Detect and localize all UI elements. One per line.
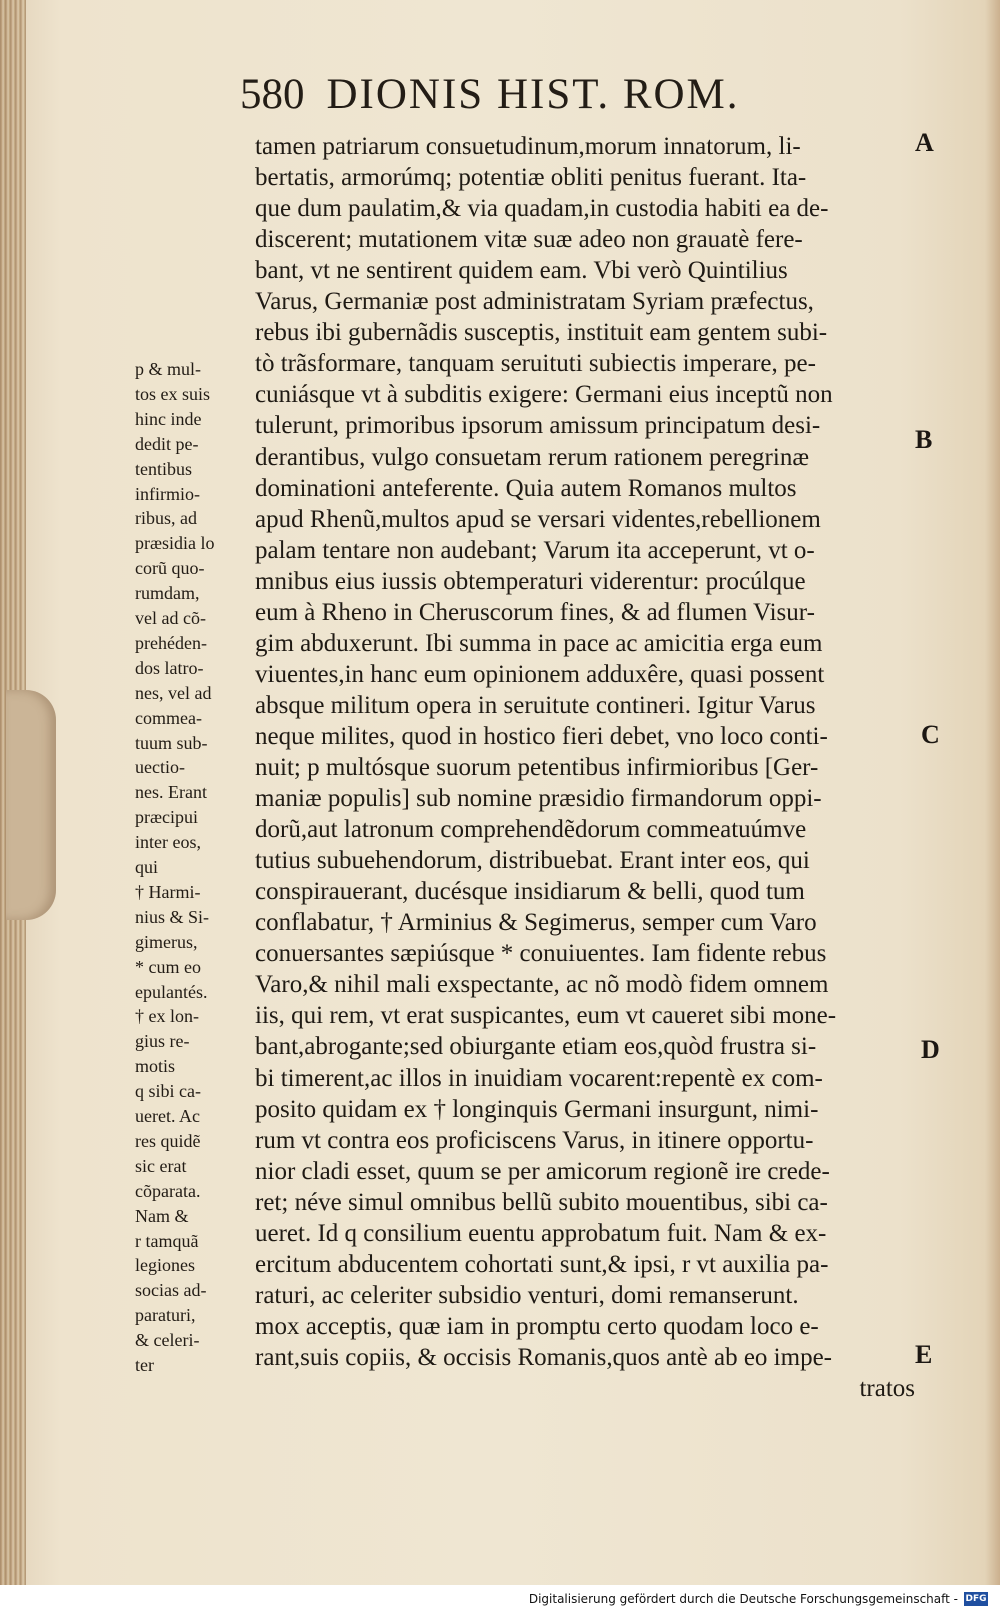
margin-note-line: nes, vel ad xyxy=(135,682,212,703)
margin-note-line: nes. Erant xyxy=(135,782,207,803)
margin-note-line: inter eos, xyxy=(135,832,201,853)
margin-note-line: infirmio- xyxy=(135,483,200,504)
margin-note-line: q sibi ca- xyxy=(135,1081,201,1102)
margin-note-line: tentibus xyxy=(135,458,192,479)
text-line: cuniásque vt à subditis exigere: Germani eius inceptũ non xyxy=(255,381,833,409)
margin-note-line: hinc inde xyxy=(135,408,202,429)
margin-note-line: r tamquã xyxy=(135,1230,199,1251)
margin-note-line: gius re- xyxy=(135,1031,190,1052)
bookmark-ribbon xyxy=(6,690,56,920)
margin-note-line: socias ad- xyxy=(135,1280,207,1301)
text-line: posito quidam ex † longinquis Germani insurgunt, nimi- xyxy=(255,1095,819,1123)
text-line: ercitum abducentem cohortati sunt,& ipsi, r vt auxilia pa- xyxy=(255,1250,829,1278)
margin-note-line: nius & Si- xyxy=(135,906,210,927)
text-line: Varo,& nihil mali exspectante, ac nõ modò fidem omnem xyxy=(255,971,829,999)
margin-note-line: Nam & xyxy=(135,1205,189,1226)
footer-credit: Digitalisierung gefördert durch die Deutsche Forschungsgemeinschaft - xyxy=(528,1591,958,1606)
margin-note-line: sic erat xyxy=(135,1155,187,1176)
main-text-column xyxy=(255,131,915,1441)
margin-note-line: commea- xyxy=(135,707,202,728)
margin-note-line: corũ quo- xyxy=(135,558,205,579)
text-line: iis, qui rem, vt erat suspicantes, eum vt caueret sibi mone- xyxy=(255,1002,837,1030)
text-line: bi timerent,ac illos in inuidiam vocarent:repentè ex com- xyxy=(255,1064,823,1092)
text-line: conspirauerant, ducésque insidiarum & belli, quod tum xyxy=(255,878,805,906)
text-line: derantibus, vulgo consuetam rerum rationem peregrinæ xyxy=(255,443,810,471)
text-line: neque milites, quod in hostico fieri debet, vno loco conti- xyxy=(255,722,828,750)
text-line: dorũ,aut latronum comprehendẽdorum commeatuúmve xyxy=(255,816,807,844)
text-line: conflabatur, † Arminius & Segimerus, semper cum Varo xyxy=(255,909,817,937)
margin-note-line: dedit pe- xyxy=(135,433,199,454)
text-line: viuentes,in hanc eum opinionem adduxêre, quasi possent xyxy=(255,660,825,688)
section-marker-c: C xyxy=(921,720,940,749)
text-line: tratos xyxy=(859,1375,915,1402)
margin-note-line: ter xyxy=(135,1355,154,1375)
margin-note-line: tos ex suis xyxy=(135,383,211,404)
text-line: dominationi anteferente. Quia autem Romanos multos xyxy=(255,474,797,502)
text-line: bant,abrogante;sed obiurgante etiam eos,quòd frustra si- xyxy=(255,1033,817,1061)
margin-note-line: & celeri- xyxy=(135,1330,200,1351)
margin-note-line: ribus, ad xyxy=(135,508,197,529)
text-line: tulerunt, primoribus ipsorum amissum principatum desi- xyxy=(255,412,821,440)
text-line: rant,suis copiis, & occisis Romanis,quos antè ab eo impe- xyxy=(255,1343,832,1371)
text-line: tò trãsformare, tanquam seruituti subiectis imperare, pe- xyxy=(255,350,816,378)
margin-note-line: præsidia lo xyxy=(135,533,215,554)
text-line: apud Rhenũ,multos apud se versari videntes,rebellionem xyxy=(255,505,821,533)
margin-note-line: motis xyxy=(135,1056,176,1077)
section-marker-b: B xyxy=(915,425,933,454)
text-line: mnibus eius iussis obtemperaturi viderentur: procúlque xyxy=(255,567,806,595)
margin-note-line: rumdam, xyxy=(135,583,200,604)
dfg-logo-icon: DFG xyxy=(965,1593,987,1604)
margin-note-line: cõparata. xyxy=(135,1180,201,1201)
margin-notes xyxy=(135,358,255,1378)
section-marker-e: E xyxy=(915,1340,933,1369)
text-line: raturi, ac celeriter subsidio venturi, domi remanserunt. xyxy=(255,1281,799,1309)
section-marker-d: D xyxy=(921,1035,940,1064)
margin-note-line: tuum sub- xyxy=(135,732,208,753)
running-title: DIONIS HIST. ROM. xyxy=(326,71,740,118)
text-line: tutius subuehendorum, distribuebat. Erant inter eos, qui xyxy=(255,847,810,875)
text-line: maniæ populis] sub nomine præsidio firmandorum oppi- xyxy=(255,785,822,813)
margin-note-line: prehéden- xyxy=(135,632,207,653)
digitization-footer xyxy=(0,1585,1000,1612)
margin-note-line: ueret. Ac xyxy=(135,1106,200,1126)
margin-note-line: dos latro- xyxy=(135,657,204,678)
text-line: rum vt contra eos proficiscens Varus, in itinere opportu- xyxy=(255,1126,814,1154)
margin-note-line: uectio- xyxy=(135,757,185,778)
margin-note-line: legiones xyxy=(135,1255,195,1276)
text-line: ret; néve simul omnibus bellũ subito mouentibus, sibi ca- xyxy=(255,1188,828,1216)
margin-note-line: p & mul- xyxy=(135,359,201,379)
text-line: Varus, Germaniæ post administratam Syriam præfectus, xyxy=(255,288,814,316)
margin-note-line: qui xyxy=(135,857,159,877)
text-line: absque militum opera in seruitute contineri. Igitur Varus xyxy=(255,691,816,719)
margin-note-line: † ex lon- xyxy=(135,1006,199,1027)
text-line: nior cladi esset, quum se per amicorum regionẽ ire crede- xyxy=(255,1157,830,1185)
text-line: rebus ibi gubernãdis susceptis, instituit eam gentem subi- xyxy=(255,319,828,347)
text-line: mox acceptis, quæ iam in promptu certo quodam loco e- xyxy=(255,1312,819,1340)
text-line: nuit; p multósque suorum petentibus infirmioribus [Ger- xyxy=(255,754,819,781)
page-number: 580 xyxy=(240,71,305,118)
text-line: discerent; mutationem vitæ suæ adeo non grauatè fere- xyxy=(255,226,803,254)
text-line: palam tentare non audebant; Varum ita acceperunt, vt o- xyxy=(255,536,815,564)
margin-note-line: gimerus, xyxy=(135,931,198,952)
margin-note-line: epulantés. xyxy=(135,981,208,1002)
text-line: bertatis, armorúmq; potentiæ obliti penitus fuerant. Ita- xyxy=(255,164,807,192)
margin-note-line: † Harmi- xyxy=(135,881,201,902)
text-line: ueret. Id q consilium euentu approbatum fuit. Nam & ex- xyxy=(255,1219,827,1247)
margin-note-line: vel ad cõ- xyxy=(135,608,206,628)
text-line: bant, vt ne sentirent quidem eam. Vbi verò Quintilius xyxy=(255,257,788,285)
margin-note-line: * cum eo xyxy=(135,956,201,977)
section-marker-a: A xyxy=(915,128,934,157)
text-line: conuersantes sæpiúsque * conuiuentes. Iam fidente rebus xyxy=(255,940,827,968)
text-line: eum à Rheno in Cheruscorum fines, & ad flumen Visur- xyxy=(255,598,815,626)
text-line: gim abduxerunt. Ibi summa in pace ac amicitia erga eum xyxy=(255,629,823,657)
text-line: tamen patriarum consuetudinum,morum innatorum, li- xyxy=(255,133,801,160)
text-line: que dum paulatim,& via quadam,in custodia habiti ea de- xyxy=(255,195,829,223)
margin-note-line: res quidẽ xyxy=(135,1130,201,1151)
running-header xyxy=(240,70,840,140)
margin-note-line: paraturi, xyxy=(135,1305,196,1326)
margin-note-line: præcipui xyxy=(135,807,198,828)
